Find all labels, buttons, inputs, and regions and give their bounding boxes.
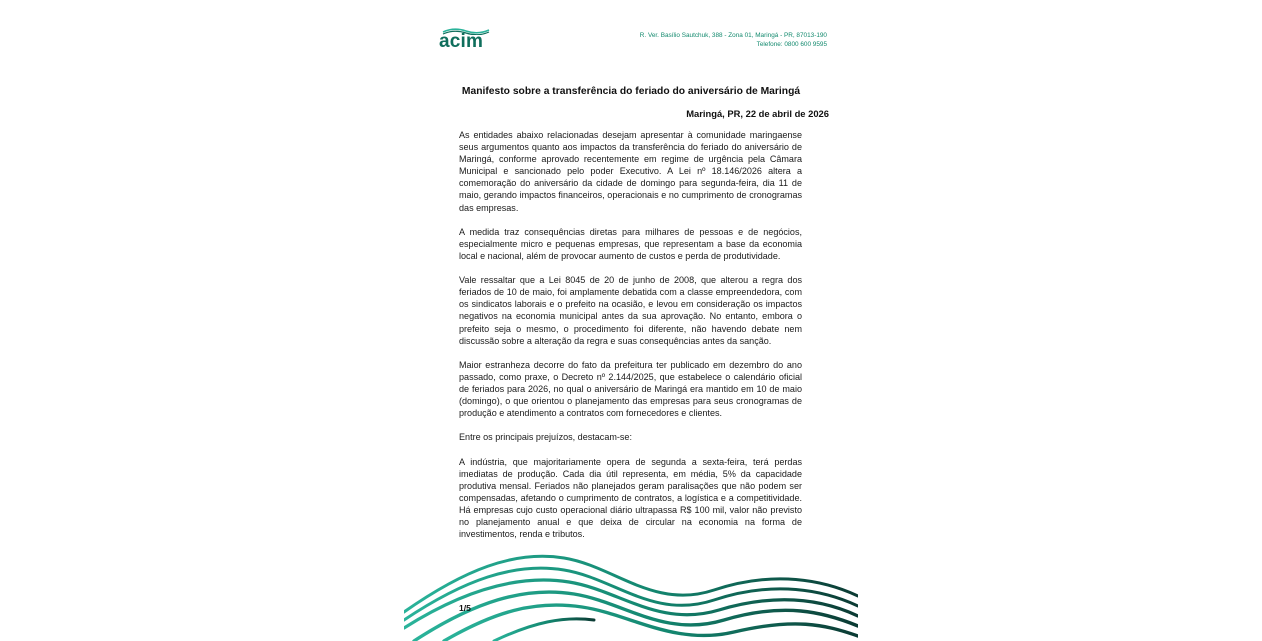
paragraph: Entre os principais prejuízos, destacam-se: <box>459 432 632 443</box>
document-body <box>459 129 802 552</box>
phone-line: Telefone: 0800 600 9595 <box>756 41 827 48</box>
paragraph: As entidades abaixo relacionadas desejam apresentar à comunidade maringaense seus argumentos quanto aos impactos da transferência do feriado do aniversário de Maringá, conforme aprovado recentemente em regime de urgência pela Câmara Municipal e sancionado pelo poder Executivo. A Lei nº 18.146/2026 altera a comemoração do aniversário da cidade de domingo para segunda-feira, dia 11 de maio, gerando impactos financeiros, operacionais e no cumprimento de cronogramas das empresas. <box>459 130 802 213</box>
paragraph: Vale ressaltar que a Lei 8045 de 20 de junho de 2008, que alterou a regra dos feriados de 10 de maio, foi amplamente debatida com a classe empreendedora, com os sindicatos laborais e o prefeito na ocasião, e levou em consideração os impactos negativos na economia municipal antes da sua aprovação. No entanto, embora o prefeito seja o mesmo, o procedimento foi diferente, não havendo debate nem discussão sobre a alteração da regra e suas consequências antes da sanção. <box>459 275 802 346</box>
document-title: Manifesto sobre a transferência do feriado do aniversário de Maringá <box>461 86 801 97</box>
paragraph: Maior estranheza decorre do fato da prefeitura ter publicado em dezembro do ano passado, como praxe, o Decreto nº 2.144/2025, que estabelece o calendário oficial de feriados para 2026, no qual o aniversário de Maringá era mantido em 10 de maio (domingo), o que orientou o planejamento das empresas para seus cronogramas de produção e atendimento a contratos com fornecedores e clientes. <box>459 359 802 419</box>
page-number: 1/5 <box>459 603 471 613</box>
acim-logo <box>439 27 491 51</box>
header-address <box>640 31 827 49</box>
logo-text: acim <box>439 31 484 52</box>
document-page <box>404 0 858 641</box>
paragraph: A indústria, que majoritariamente opera de segunda a sexta-feira, terá perdas imediatas de produção. Cada dia útil representa, em média, 5% da capacidade produtiva mensal. Feriados não planejados geram paralisações que não podem ser compensadas, afetando o cumprimento de contratos, a logística e a competitividade. Há empresas cujo custo operacional diário ultrapassa R$ 100 mil, valor não previsto no planejamento anual e que deixa de circular na economia na forma de investimentos, renda e tributos. <box>459 456 802 540</box>
footer-waves-graphic <box>404 550 858 641</box>
paragraph: A medida traz consequências diretas para milhares de pessoas e de negócios, especialmente micro e pequenas empresas, que representam a base da economia local e nacional, além de provocar aumento de custos e perda de produtividade. <box>459 226 802 261</box>
document-date: Maringá, PR, 22 de abril de 2026 <box>686 108 829 119</box>
address-line: R. Ver. Basílio Sautchuk, 388 - Zona 01, Maringá - PR, 87013-190 <box>639 32 827 39</box>
